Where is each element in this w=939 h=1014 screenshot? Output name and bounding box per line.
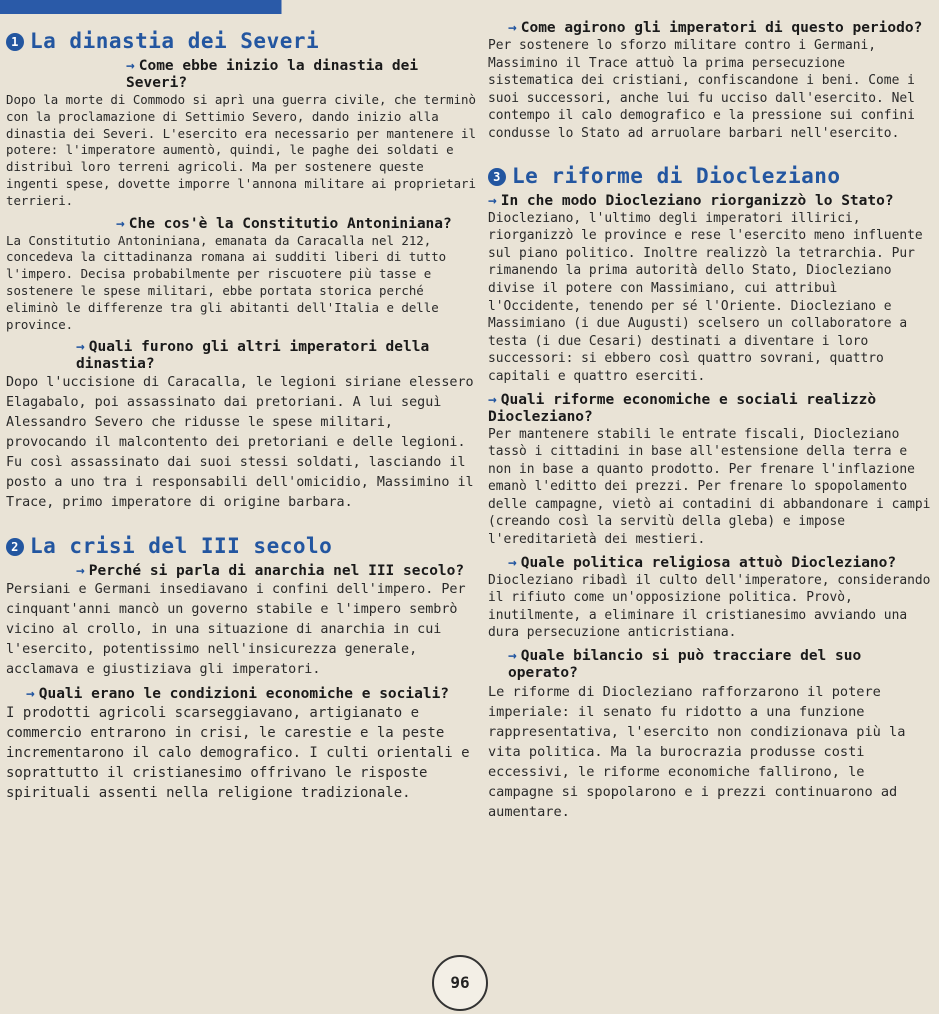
question: → Quale politica religiosa attuò Diocleziano? <box>508 554 897 571</box>
top-decoration <box>0 0 939 14</box>
qa-block <box>488 555 933 642</box>
qa-block <box>6 58 476 210</box>
arrow-icon: → <box>508 648 517 665</box>
answer: Diocleziano, l'ultimo degli imperatori illirici, riorganizzò le province e rese l'esercito meno influente sul piano politico. Inoltre realizzò la tetrarchia. Pur rimanendo la prima autorità dello Stato, Diocleziano divise il potere con Massimiano, cui attribuì l'Occidente, tenendo per sé l'Oriente. Diocleziano e Massimiano (i due Augusti) scelsero un collaboratore a testa (i due Cesari) destinati a diventare i loro successori: si ebbero così quattro sovrani, quattro capitali e quattro eserciti. <box>488 210 923 384</box>
left-column <box>6 20 476 809</box>
qa-block <box>6 339 476 513</box>
arrow-icon: → <box>116 215 125 232</box>
qa-block <box>488 392 933 549</box>
answer: I prodotti agricoli scarseggiavano, artigianato e commercio entrarono in crisi, le carestie e la peste incrementarono il calo demografico. I culti orientali e soprattutto il cristianesimo offrivano le risposte spirituali assenti nella religione tradizionale. <box>6 705 470 802</box>
question: → Quali riforme economiche e sociali realizzò Diocleziano? <box>488 391 877 425</box>
answer: Dopo l'uccisione di Caracalla, le legioni siriane elessero Elagabalo, poi assassinato dai pretoriani. A lui seguì Alessandro Severo che ridusse le spese militari, provocando il malcontento dei pretoriani e delle legioni. Fu così assassinato dai suoi stessi soldati, lasciando il posto a uno tra i responsabili dell'omicidio, Massimino il Trace, primo imperatore di origine barbara. <box>6 375 474 511</box>
question: → Quali erano le condizioni economiche e sociali? <box>26 686 450 703</box>
answer: Le riforme di Diocleziano rafforzarono il potere imperiale: il senato fu ridotto a una funzione rappresentativa, l'esercito non condizionava più la vita politica. Ma la burocrazia produsse costi eccessivi, le riforme economiche fallirono, le campagne si spopolarono e i prezzi continuarono ad aumentare. <box>488 684 906 821</box>
answer: Persiani e Germani insediavano i confini dell'impero. Per cinquant'anni mancò un governo stabile e l'impero sembrò vicino al crollo, in una situazione di anarchia in cui l'esercito, potentissimo nell'insicurezza generale, acclamava e giustiziava gli imperatori. <box>6 582 466 678</box>
answer: Per sostenere lo sforzo militare contro i Germani, Massimino il Trace attuò la prima persecuzione sistematica dei cristiani, confiscandone i beni. Come i suoi successori, anche lui fu ucciso dall'esercito. Nel contempo il calo demografico e la pressione sui confini condusse lo Stato ad arruolare barbari nell'esercito. <box>488 38 915 141</box>
question: → Perché si parla di anarchia nel III secolo? <box>76 563 465 580</box>
section-title-crisi: 2 La crisi del III secolo <box>6 533 476 559</box>
section-title-diocleziano: 3 Le riforme di Diocleziano <box>488 163 933 189</box>
qa-block <box>6 686 476 803</box>
arrow-icon: → <box>488 391 497 408</box>
qa-block <box>488 648 933 822</box>
qa-block <box>488 20 933 143</box>
arrow-icon: → <box>76 339 85 356</box>
right-column <box>488 20 933 828</box>
arrow-icon: → <box>508 20 517 36</box>
question: → Quale bilancio si può tracciare del suo operato? <box>508 648 862 682</box>
answer: Per mantenere stabili le entrate fiscali, Diocleziano tassò i cittadini in base all'estensione della terra e non in base a quanto prodotto. Per frenare l'inflazione emanò l'editto dei prezzi. Per frenare lo spopolamento delle campagne, vietò ai contadini di abbandonare i campi (creando così la servitù della gleba) e impose l'ereditarietà dei mestieri. <box>488 426 931 548</box>
question: → Che cos'è la Constitutio Antoniniana? <box>116 215 452 232</box>
section-number: 2 <box>6 538 24 556</box>
answer: Dopo la morte di Commodo si aprì una guerra civile, che terminò con la proclamazione di Settimio Severo, dando inizio alla dinastia dei Severi. L'esercito era necessario per mantenere il potere: l'imperatore aumentò, quindi, le paghe dei soldati e distribuì loro terreni agricoli. Ma per sostenere queste ingenti spese, dovette imporre l'annona militare ai proprietari terrieri. <box>6 92 476 208</box>
section-number: 1 <box>6 33 24 51</box>
arrow-icon: → <box>126 58 135 74</box>
arrow-icon: → <box>26 686 35 703</box>
arrow-icon: → <box>508 554 517 571</box>
qa-block <box>6 216 476 334</box>
answer: Diocleziano ribadì il culto dell'imperatore, considerando il rifiuto come un'opposizione politica. Provò, inutilmente, a eliminare il cristianesimo avviando una dura persecuzione anticristiana. <box>488 572 931 641</box>
arrow-icon: → <box>488 192 497 209</box>
qa-block <box>488 193 933 386</box>
question: → In che modo Diocleziano riorganizzò lo Stato? <box>488 192 894 209</box>
section-number: 3 <box>488 168 506 186</box>
answer: La Constitutio Antoniniana, emanata da Caracalla nel 212, concedeva la cittadinanza romana ai sudditi liberi di tutto l'impero. Decisa probabilmente per riscuotere più tasse e sostenere le spese militari, ebbe portata storica perché eliminò le differenze tra gli abitanti dell'Italia e delle province. <box>6 232 447 332</box>
arrow-icon: → <box>76 563 85 580</box>
qa-block <box>6 563 476 680</box>
question: → Come ebbe inizio la dinastia dei Severi? <box>126 58 419 91</box>
page-number: 96 <box>432 955 488 1011</box>
question: → Quali furono gli altri imperatori della dinastia? <box>76 339 430 373</box>
section-title-severi: 1 La dinastia dei Severi <box>6 28 476 54</box>
question: → Come agirono gli imperatori di questo periodo? <box>508 20 923 36</box>
